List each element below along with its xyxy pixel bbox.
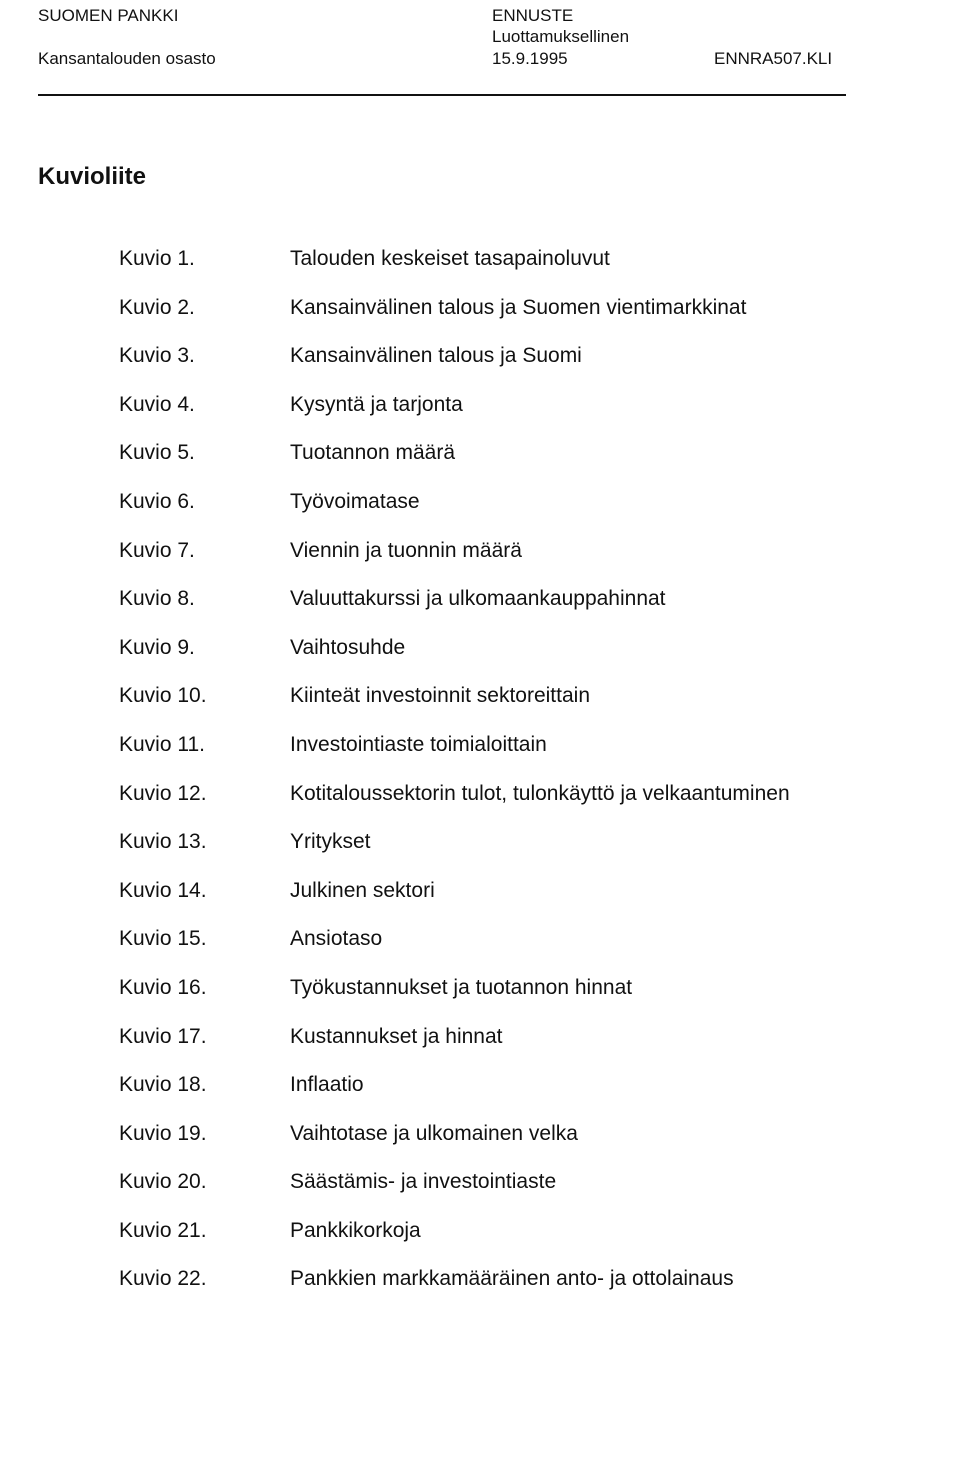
figure-title: Pankkien markkamääräinen anto- ja ottolainaus — [290, 1267, 734, 1291]
figure-number: Kuvio 6. — [119, 489, 195, 513]
figure-number: Kuvio 10. — [119, 684, 207, 708]
figure-title: Talouden keskeiset tasapainoluvut — [290, 247, 610, 270]
department-name: Kansantalouden osasto — [38, 49, 216, 68]
figure-list-item — [0, 1170, 960, 1219]
figure-number: Kuvio 2. — [119, 295, 195, 319]
figure-list-item — [0, 296, 960, 345]
figure-list-item — [0, 1122, 960, 1171]
figure-title: Valuuttakurssi ja ulkomaankauppahinnat — [290, 587, 666, 611]
figure-list-item — [0, 1267, 960, 1316]
figure-number: Kuvio 4. — [119, 392, 195, 416]
figure-number: Kuvio 22. — [119, 1267, 207, 1291]
figure-list-item — [0, 830, 960, 879]
figure-list-item — [0, 247, 960, 296]
figure-number: Kuvio 14. — [119, 878, 207, 902]
figure-number: Kuvio 9. — [119, 635, 195, 659]
figure-list-item — [0, 684, 960, 733]
figure-number: Kuvio 21. — [119, 1218, 207, 1242]
document-type: ENNUSTE — [492, 6, 574, 25]
figure-title: Vaihtosuhde — [290, 635, 406, 659]
figure-list-item — [0, 782, 960, 831]
document-classification: Luottamuksellinen — [492, 27, 630, 46]
figure-list-item — [0, 1025, 960, 1074]
figure-list-item — [0, 636, 960, 685]
figure-number: Kuvio 1. — [119, 247, 195, 270]
figure-list-item — [0, 344, 960, 393]
figure-number: Kuvio 3. — [119, 344, 195, 368]
figure-title: Vaihtotase ja ulkomainen velka — [290, 1121, 578, 1145]
figure-list-item — [0, 927, 960, 976]
figure-number: Kuvio 12. — [119, 781, 207, 805]
figure-title: Inflaatio — [290, 1073, 364, 1097]
figure-number: Kuvio 15. — [119, 927, 207, 951]
document-date: 15.9.1995 — [492, 49, 568, 68]
figure-number: Kuvio 17. — [119, 1024, 207, 1048]
figure-number: Kuvio 16. — [119, 975, 207, 999]
figure-list-item — [0, 539, 960, 588]
figure-number: Kuvio 8. — [119, 587, 195, 611]
figure-title: Kiinteät investoinnit sektoreittain — [290, 684, 590, 708]
document-file-name: ENNRA507.KLI — [714, 49, 833, 68]
figure-list-item — [0, 1073, 960, 1122]
figure-title: Kysyntä ja tarjonta — [290, 392, 463, 416]
figure-title: Kansainvälinen talous ja Suomen vientimarkkinat — [290, 295, 747, 319]
figure-title: Säästämis- ja investointiaste — [290, 1170, 557, 1194]
figure-list-item — [0, 879, 960, 928]
figure-list-item — [0, 441, 960, 490]
figure-number: Kuvio 5. — [119, 441, 195, 465]
figure-title: Pankkikorkoja — [290, 1218, 421, 1242]
figure-title: Tuotannon määrä — [290, 441, 455, 465]
figure-title: Viennin ja tuonnin määrä — [290, 538, 522, 562]
figure-title: Kotitaloussektorin tulot, tulonkäyttö ja velkaantuminen — [290, 781, 790, 805]
figure-number: Kuvio 11. — [119, 732, 205, 756]
figure-title: Kansainvälinen talous ja Suomi — [290, 344, 582, 368]
figure-list-item — [0, 976, 960, 1025]
figure-list — [0, 247, 960, 1316]
figure-number: Kuvio 13. — [119, 830, 207, 854]
figure-list-item — [0, 733, 960, 782]
figure-number: Kuvio 20. — [119, 1170, 207, 1194]
figure-title: Työkustannukset ja tuotannon hinnat — [290, 975, 633, 999]
figure-list-item — [0, 1219, 960, 1268]
figure-title: Kustannukset ja hinnat — [290, 1024, 503, 1048]
figure-title: Julkinen sektori — [290, 878, 435, 902]
organization-name: SUOMEN PANKKI — [38, 6, 179, 25]
figure-number: Kuvio 19. — [119, 1121, 207, 1145]
figure-list-item — [0, 490, 960, 539]
figure-number: Kuvio 7. — [119, 538, 195, 562]
figure-title: Ansiotaso — [290, 927, 383, 951]
header-divider — [38, 94, 846, 96]
figure-title: Työvoimatase — [290, 489, 420, 513]
figure-list-item — [0, 393, 960, 442]
figure-title: Investointiaste toimialoittain — [290, 732, 547, 756]
figure-list-item — [0, 587, 960, 636]
figure-number: Kuvio 18. — [119, 1073, 207, 1097]
page-title: Kuvioliite — [38, 163, 147, 190]
figure-title: Yritykset — [290, 830, 371, 854]
